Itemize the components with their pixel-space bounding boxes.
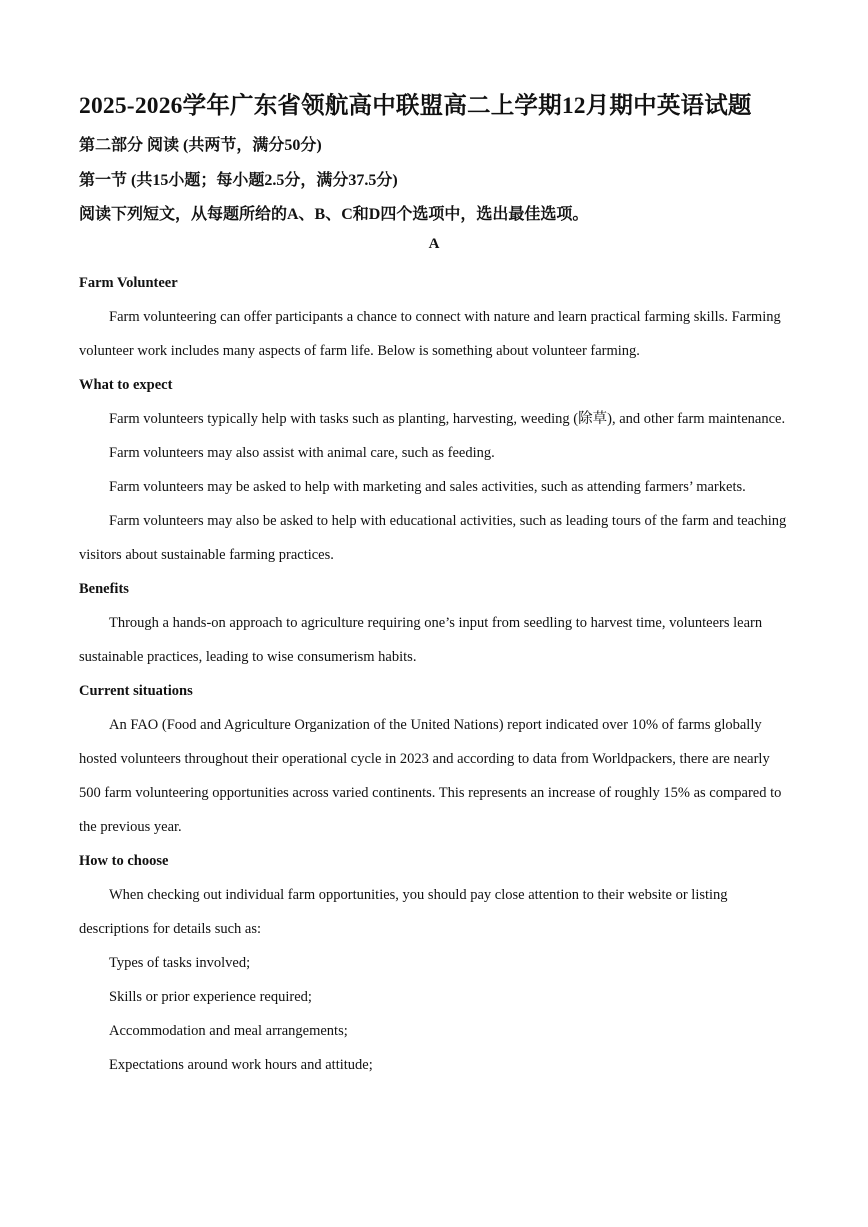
part-heading: 第二部分 阅读 (共两节，满分50分) bbox=[79, 137, 322, 154]
expect-paragraph: Farm volunteers typically help with tasks such as planting, harvesting, weeding (除草), and other farm maintenance. bbox=[109, 411, 786, 427]
benefits-heading: Benefits bbox=[79, 581, 129, 597]
section-heading: 第一节 (共15小题；每小题2.5分，满分37.5分) bbox=[79, 172, 398, 189]
expect-paragraph: Farm volunteers may also be asked to help with educational activities, such as leading tours of the farm and teaching visitors about sustainable farming practices. bbox=[79, 513, 787, 563]
exam-title: 2025-2026学年广东省领航高中联盟高二上学期12月期中英语试题 bbox=[79, 93, 752, 119]
passage-letter: A bbox=[428, 236, 440, 252]
list-item: Accommodation and meal arrangements; bbox=[109, 1023, 348, 1039]
passage-body bbox=[79, 266, 791, 1082]
instruction-text: 阅读下列短文，从每题所给的A、B、C和D四个选项中，选出最佳选项。 bbox=[79, 206, 589, 223]
current-paragraph: An FAO (Food and Agriculture Organization of the United Nations) report indicated over 10% of farms globally hosted volunteers throughout their operational cycle in 2023 and according to data from Worldpackers, there are nearly 500 farm volunteering opportunities across varied continents. This represents an increase of roughly 15% as compared to the previous year. bbox=[79, 717, 782, 835]
expect-paragraph: Farm volunteers may also assist with animal care, such as feeding. bbox=[109, 445, 495, 461]
current-heading: Current situations bbox=[79, 683, 193, 699]
expect-paragraph: Farm volunteers may be asked to help with marketing and sales activities, such as attending farmers’ markets. bbox=[109, 479, 746, 495]
choose-paragraph: When checking out individual farm opportunities, you should pay close attention to their website or listing descriptions for details such as: bbox=[79, 887, 728, 937]
list-item: Skills or prior experience required; bbox=[109, 989, 312, 1005]
list-item: Expectations around work hours and attitude; bbox=[109, 1057, 373, 1073]
intro-paragraph: Farm volunteering can offer participants a chance to connect with nature and learn practical farming skills. Farming volunteer work includes many aspects of farm life. Below is something about volunteer farming. bbox=[79, 309, 781, 359]
choose-heading: How to choose bbox=[79, 853, 169, 869]
passage-title: Farm Volunteer bbox=[79, 275, 178, 291]
benefits-paragraph: Through a hands-on approach to agriculture requiring one’s input from seedling to harvest time, volunteers learn sustainable practices, leading to wise consumerism habits. bbox=[79, 615, 763, 665]
expect-heading: What to expect bbox=[79, 377, 173, 393]
list-item: Types of tasks involved; bbox=[109, 955, 251, 971]
